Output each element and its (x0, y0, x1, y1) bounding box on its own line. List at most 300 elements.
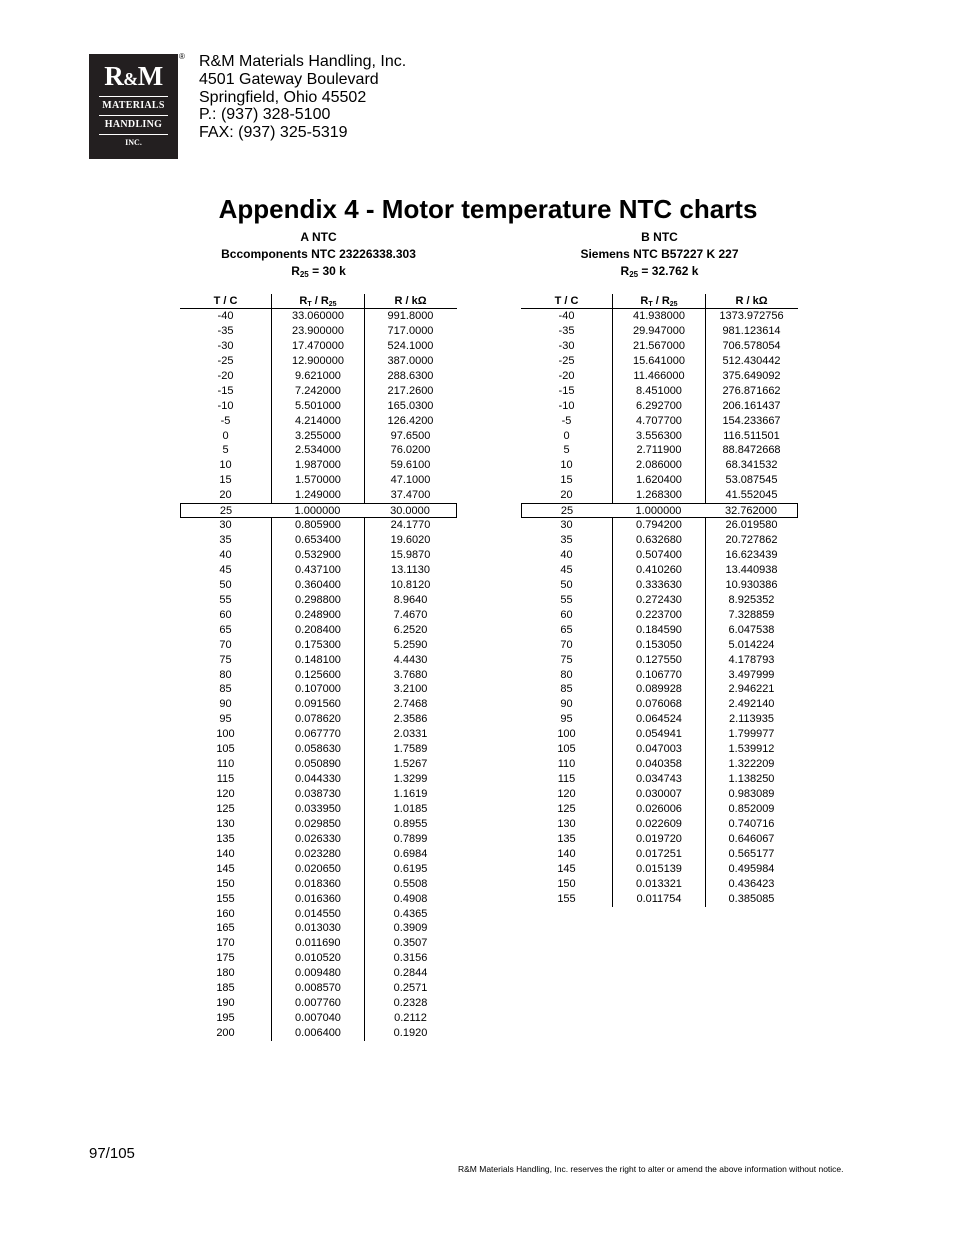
table-r25: $R_{25} = 32.762$ k (620, 264, 699, 279)
resistance-cell: 512.430442 (705, 354, 797, 369)
ratio-cell: 0.437100 (271, 563, 364, 578)
ntc-table-a (180, 229, 457, 1041)
table-row (180, 354, 457, 369)
table-row (521, 324, 798, 339)
temperature-cell: 85 (560, 683, 573, 696)
temperature-cell: 20 (219, 489, 232, 502)
temperature-cell: 45 (560, 563, 573, 576)
temperature-cell: 180 (216, 967, 235, 980)
ratio-cell: 0.153050 (612, 638, 705, 653)
table-row (521, 429, 798, 444)
table-row (521, 817, 798, 832)
resistance-cell: 13.1130 (364, 563, 456, 578)
ratio-cell: 0.064524 (612, 712, 705, 727)
table-row (180, 518, 457, 533)
resistance-cell: 116.511501 (705, 429, 797, 444)
logo-divider (99, 115, 168, 116)
ratio-cell: 0.015139 (612, 862, 705, 877)
ratio-cell: 1.268300 (612, 488, 705, 503)
temperature-cell: 105 (216, 743, 235, 756)
resistance-cell: 217.2600 (364, 384, 456, 399)
table-row (180, 847, 457, 862)
resistance-cell: 0.4365 (364, 907, 456, 922)
ratio-cell: 0.058630 (271, 742, 364, 757)
ratio-cell: 0.632680 (612, 533, 705, 548)
ratio-cell: 7.242000 (271, 384, 364, 399)
ratio-cell: 0.272430 (612, 593, 705, 608)
ratio-cell: 0.017251 (612, 847, 705, 862)
ratio-cell: 0.009480 (271, 966, 364, 981)
table-row (521, 727, 798, 742)
table-row (180, 936, 457, 951)
table-row (180, 996, 457, 1011)
temperature-cell: 5 (563, 444, 570, 457)
column-header-ratio: $R_T / R_{25}$ (612, 294, 705, 308)
table-row (180, 623, 457, 638)
table-row (180, 787, 457, 802)
temperature-cell: 70 (560, 638, 573, 651)
temperature-cell: 25 (560, 505, 574, 518)
temperature-cell: -40 (217, 310, 234, 322)
temperature-cell: -20 (558, 369, 575, 382)
column-header-temperature: T / C (213, 295, 238, 307)
ratio-cell: 0.175300 (271, 638, 364, 653)
temperature-cell: 50 (219, 578, 232, 591)
table-row (180, 921, 457, 936)
table-row (521, 608, 798, 623)
table-row (521, 832, 798, 847)
ratio-cell: 8.451000 (612, 384, 705, 399)
resistance-cell: 4.178793 (705, 653, 797, 668)
table-row (521, 518, 798, 533)
resistance-cell: 2.113935 (705, 712, 797, 727)
ratio-cell: 21.567000 (612, 339, 705, 354)
ratio-cell: 12.900000 (271, 354, 364, 369)
ratio-cell: 2.534000 (271, 443, 364, 458)
resistance-cell: 717.0000 (364, 324, 456, 339)
temperature-cell: 195 (216, 1012, 235, 1025)
table-row (521, 503, 798, 518)
resistance-cell: 47.1000 (364, 473, 456, 488)
table-row (180, 757, 457, 772)
temperature-cell: 120 (557, 788, 576, 800)
ratio-cell: 0.013321 (612, 877, 705, 892)
table-row (521, 443, 798, 458)
resistance-cell: 0.983089 (705, 787, 797, 802)
temperature-cell: -30 (217, 339, 234, 352)
resistance-cell: 1373.972756 (705, 309, 797, 324)
temperature-cell: 150 (557, 877, 576, 890)
table-row (180, 862, 457, 877)
table-component: Bccomponents NTC 23226338.303 (221, 247, 416, 261)
temperature-cell: 125 (216, 802, 235, 815)
temperature-cell: 185 (216, 982, 235, 995)
resistance-cell: 8.925352 (705, 593, 797, 608)
ratio-cell: 0.011754 (612, 892, 705, 907)
temperature-cell: 130 (216, 817, 235, 830)
resistance-cell: 97.6500 (364, 429, 456, 444)
address-line: P.: (937) 328-5100 (199, 106, 331, 124)
temperature-cell: 75 (219, 653, 232, 666)
registered-mark: ® (179, 52, 185, 61)
table-row (180, 503, 457, 518)
temperature-cell: 155 (557, 892, 576, 905)
ratio-cell: 0.360400 (271, 578, 364, 593)
temperature-cell: 75 (560, 653, 573, 666)
address-line: Springfield, Ohio 45502 (199, 88, 367, 106)
resistance-cell: 76.0200 (364, 443, 456, 458)
temperature-cell: 20 (560, 489, 573, 502)
ratio-cell: 3.255000 (271, 429, 364, 444)
temperature-cell: -10 (558, 399, 575, 412)
table-row (180, 892, 457, 907)
ntc-table-b (521, 229, 798, 907)
temperature-cell: 15 (219, 474, 232, 487)
ratio-cell: 6.292700 (612, 399, 705, 414)
table-header-row (521, 294, 798, 309)
resistance-cell: 0.7899 (364, 832, 456, 847)
ratio-cell: 0.127550 (612, 653, 705, 668)
resistance-cell: 10.930386 (705, 578, 797, 593)
resistance-cell: 1.5267 (364, 757, 456, 772)
resistance-cell: 1.0185 (364, 802, 456, 817)
resistance-cell: 0.2571 (364, 981, 456, 996)
ratio-cell: 0.054941 (612, 727, 705, 742)
temperature-cell: 95 (219, 713, 232, 726)
temperature-cell: 85 (219, 683, 232, 696)
ratio-cell: 2.086000 (612, 458, 705, 473)
temperature-cell: 45 (219, 563, 232, 576)
table-row (180, 309, 457, 324)
table-row (521, 802, 798, 817)
table-row (521, 697, 798, 712)
column-header-temperature: T / C (554, 295, 579, 307)
resistance-cell: 0.3909 (364, 921, 456, 936)
table-grid (180, 294, 457, 1041)
temperature-cell: 190 (216, 997, 235, 1010)
temperature-cell: -25 (217, 354, 234, 367)
ratio-cell: 0.107000 (271, 682, 364, 697)
temperature-cell: 35 (560, 534, 573, 547)
table-row (521, 593, 798, 608)
temperature-cell: 55 (219, 593, 232, 606)
resistance-cell: 0.385085 (705, 892, 797, 907)
temperature-cell: 0 (222, 429, 229, 442)
table-row (521, 369, 798, 384)
ratio-cell: 3.556300 (612, 429, 705, 444)
temperature-cell: 175 (216, 952, 235, 965)
temperature-cell: 30 (219, 519, 232, 532)
ratio-cell: 1.620400 (612, 473, 705, 488)
table-row (521, 414, 798, 429)
ratio-cell: 0.184590 (612, 623, 705, 638)
temperature-cell: 90 (560, 698, 573, 711)
resistance-cell: 19.6020 (364, 533, 456, 548)
resistance-cell: 2.7468 (364, 697, 456, 712)
temperature-cell: 10 (560, 459, 573, 472)
temperature-cell: -5 (561, 414, 572, 427)
resistance-cell: 20.727862 (705, 533, 797, 548)
resistance-cell: 3.7680 (364, 668, 456, 683)
ratio-cell: 0.020650 (271, 862, 364, 877)
table-row (521, 682, 798, 697)
ratio-cell: 0.022609 (612, 817, 705, 832)
ratio-cell: 0.223700 (612, 608, 705, 623)
temperature-cell: 200 (216, 1027, 235, 1039)
ratio-cell: 0.016360 (271, 892, 364, 907)
table-row (521, 638, 798, 653)
table-row (521, 668, 798, 683)
resistance-cell: 1.7589 (364, 742, 456, 757)
table-row (180, 563, 457, 578)
table-row (521, 653, 798, 668)
ratio-cell: 33.060000 (271, 309, 364, 324)
table-row (180, 593, 457, 608)
table-row (180, 608, 457, 623)
table-row (180, 712, 457, 727)
temperature-cell: 165 (216, 922, 235, 935)
resistance-cell: 8.9640 (364, 593, 456, 608)
table-body (180, 309, 457, 1041)
ratio-cell: 0.034743 (612, 772, 705, 787)
page-title: Appendix 4 - Motor temperature NTC charts (218, 194, 758, 224)
address-line: 4501 Gateway Boulevard (199, 70, 379, 88)
table-row (180, 369, 457, 384)
company-address (199, 53, 406, 142)
table-row (521, 399, 798, 414)
ratio-cell: 0.794200 (612, 518, 705, 533)
temperature-cell: 35 (219, 534, 232, 547)
temperature-cell: -20 (217, 369, 234, 382)
resistance-cell: 68.341532 (705, 458, 797, 473)
column-header-resistance: R / kΩ (705, 294, 797, 308)
resistance-cell: 32.762000 (725, 505, 777, 518)
temperature-cell: 90 (219, 698, 232, 711)
resistance-cell: 37.4700 (364, 488, 456, 503)
temperature-cell: 95 (560, 713, 573, 726)
resistance-cell: 1.799977 (705, 727, 797, 742)
table-row (521, 339, 798, 354)
ratio-cell: 0.805900 (271, 518, 364, 533)
table-row (180, 638, 457, 653)
temperature-cell: 80 (560, 668, 573, 681)
temperature-cell: 170 (216, 937, 235, 950)
column-header-resistance: R / kΩ (364, 294, 456, 308)
temperature-cell: -40 (558, 310, 575, 322)
ratio-cell: 0.007760 (271, 996, 364, 1011)
resistance-cell: 2.3586 (364, 712, 456, 727)
ratio-cell: 0.010520 (271, 951, 364, 966)
table-row (180, 653, 457, 668)
temperature-cell: -10 (217, 399, 234, 412)
table-row (180, 443, 457, 458)
resistance-cell: 0.8955 (364, 817, 456, 832)
table-row (521, 712, 798, 727)
resistance-cell: 41.552045 (705, 488, 797, 503)
ratio-cell: 0.089928 (612, 682, 705, 697)
ratio-cell: 0.248900 (271, 608, 364, 623)
logo-line-materials: MATERIALS (102, 100, 165, 111)
resistance-cell: 5.014224 (705, 638, 797, 653)
resistance-cell: 0.495984 (705, 862, 797, 877)
resistance-cell: 6.047538 (705, 623, 797, 638)
ratio-cell: 0.030007 (612, 787, 705, 802)
table-row (521, 787, 798, 802)
temperature-cell: 15 (560, 474, 573, 487)
table-row (180, 1011, 457, 1026)
resistance-cell: 1.3299 (364, 772, 456, 787)
table-row (180, 384, 457, 399)
resistance-cell: 0.2844 (364, 966, 456, 981)
resistance-cell: 0.436423 (705, 877, 797, 892)
ratio-cell: 0.023280 (271, 847, 364, 862)
temperature-cell: 135 (216, 832, 235, 845)
ratio-cell: 1.000000 (635, 505, 682, 518)
resistance-cell: 154.233667 (705, 414, 797, 429)
resistance-cell: 0.3156 (364, 951, 456, 966)
table-row (180, 668, 457, 683)
resistance-cell: 16.623439 (705, 548, 797, 563)
temperature-cell: -35 (558, 324, 575, 337)
resistance-cell: 7.328859 (705, 608, 797, 623)
table-row (180, 429, 457, 444)
ratio-cell: 1.000000 (294, 505, 341, 518)
table-row (180, 742, 457, 757)
ratio-cell: 0.019720 (612, 832, 705, 847)
ratio-cell: 5.501000 (271, 399, 364, 414)
resistance-cell: 24.1770 (364, 518, 456, 533)
temperature-cell: 110 (557, 758, 576, 771)
address-line: R&M Materials Handling, Inc. (199, 53, 407, 70)
temperature-cell: -15 (217, 384, 234, 397)
temperature-cell: 125 (557, 802, 576, 815)
table-row (521, 488, 798, 503)
temperature-cell: 145 (557, 862, 576, 875)
resistance-cell: 30.0000 (390, 505, 430, 518)
temperature-cell: 5 (222, 444, 229, 457)
ratio-cell: 0.298800 (271, 593, 364, 608)
ratio-cell: 0.008570 (271, 981, 364, 996)
ratio-cell: 15.641000 (612, 354, 705, 369)
resistance-cell: 276.871662 (705, 384, 797, 399)
resistance-cell: 0.852009 (705, 802, 797, 817)
ratio-cell: 0.125600 (271, 668, 364, 683)
table-row (521, 473, 798, 488)
resistance-cell: 991.8000 (364, 309, 456, 324)
resistance-cell: 206.161437 (705, 399, 797, 414)
table-row (521, 533, 798, 548)
ratio-cell: 0.013030 (271, 921, 364, 936)
temperature-cell: 160 (216, 907, 235, 920)
resistance-cell: 0.3507 (364, 936, 456, 951)
table-row (180, 697, 457, 712)
table-row (180, 951, 457, 966)
ratio-cell: 2.711900 (612, 443, 705, 458)
temperature-cell: 10 (219, 459, 232, 472)
table-row (180, 682, 457, 697)
table-row (180, 772, 457, 787)
ratio-cell: 11.466000 (612, 369, 705, 384)
column-header-ratio: $R_T / R_{25}$ (271, 294, 364, 308)
table-row (180, 458, 457, 473)
temperature-cell: 110 (216, 758, 235, 771)
temperature-cell: -5 (220, 414, 231, 427)
temperature-cell: 105 (557, 743, 576, 756)
temperature-cell: 70 (219, 638, 232, 651)
ratio-cell: 4.214000 (271, 414, 364, 429)
resistance-cell: 524.1000 (364, 339, 456, 354)
table-row (180, 832, 457, 847)
table-component: Siemens NTC B57227 K 227 (580, 247, 739, 261)
table-row (180, 548, 457, 563)
resistance-cell: 0.6195 (364, 862, 456, 877)
table-row (521, 548, 798, 563)
table-name: A NTC (300, 230, 337, 244)
temperature-cell: 115 (216, 773, 235, 786)
ratio-cell: 0.047003 (612, 742, 705, 757)
ratio-cell: 0.532900 (271, 548, 364, 563)
resistance-cell: 165.0300 (364, 399, 456, 414)
ratio-cell: 0.018360 (271, 877, 364, 892)
temperature-cell: 140 (557, 847, 576, 860)
ratio-cell: 41.938000 (612, 309, 705, 324)
table-row (180, 473, 457, 488)
ratio-cell: 0.014550 (271, 907, 364, 922)
temperature-cell: 135 (557, 832, 576, 845)
ratio-cell: 0.006400 (271, 1026, 364, 1041)
temperature-cell: 65 (219, 623, 232, 636)
footer-disclaimer: R&M Materials Handling, Inc. reserves the right to alter or amend the above information without notice. (458, 1164, 844, 1174)
resistance-cell: 3.2100 (364, 682, 456, 697)
ratio-cell: 0.026330 (271, 832, 364, 847)
logo-line-inc: INC. (125, 138, 142, 147)
ratio-cell: 0.410260 (612, 563, 705, 578)
ratio-cell: 0.076068 (612, 697, 705, 712)
resistance-cell: 53.087545 (705, 473, 797, 488)
table-row (180, 399, 457, 414)
temperature-cell: 50 (560, 578, 573, 591)
resistance-cell: 2.0331 (364, 727, 456, 742)
table-row (180, 488, 457, 503)
resistance-cell: 126.4200 (364, 414, 456, 429)
table-row (521, 384, 798, 399)
resistance-cell: 1.539912 (705, 742, 797, 757)
table-row (180, 578, 457, 593)
ratio-cell: 0.208400 (271, 623, 364, 638)
resistance-cell: 3.497999 (705, 668, 797, 683)
temperature-cell: -15 (558, 384, 575, 397)
table-r25: $R_{25} = 30$ k (291, 264, 346, 279)
temperature-cell: 115 (557, 773, 576, 786)
resistance-cell: 1.322209 (705, 757, 797, 772)
ratio-cell: 0.333630 (612, 578, 705, 593)
temperature-cell: 0 (563, 429, 570, 442)
ratio-cell: 0.067770 (271, 727, 364, 742)
temperature-cell: 100 (557, 728, 576, 741)
page-number: 97/105 (89, 1145, 135, 1162)
temperature-cell: 150 (216, 877, 235, 890)
resistance-cell: 6.2520 (364, 623, 456, 638)
table-row (180, 414, 457, 429)
ratio-cell: 0.078620 (271, 712, 364, 727)
temperature-cell: 155 (216, 892, 235, 905)
temperature-cell: 25 (219, 505, 233, 518)
resistance-cell: 15.9870 (364, 548, 456, 563)
ratio-cell: 0.033950 (271, 802, 364, 817)
table-grid (521, 294, 798, 907)
resistance-cell: 10.8120 (364, 578, 456, 593)
resistance-cell: 26.019580 (705, 518, 797, 533)
